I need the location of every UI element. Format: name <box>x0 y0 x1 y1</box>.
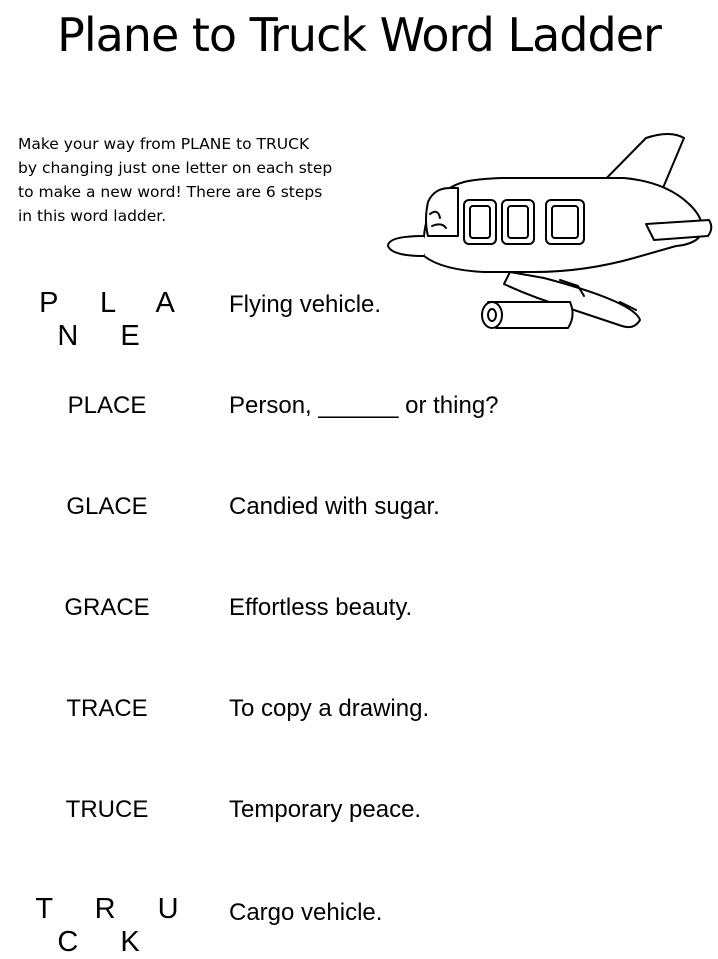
instructions-line: in this word ladder. <box>18 207 167 225</box>
ladder-word: PLACE <box>67 392 147 419</box>
ladder-row <box>0 392 718 432</box>
ladder-row <box>0 493 718 533</box>
ladder-word: TRUCE <box>65 796 149 823</box>
ladder-word: GRACE <box>64 594 150 621</box>
ladder-word: GLACE <box>66 493 148 520</box>
ladder-row <box>0 796 718 836</box>
ladder-clue: Person, ______ or thing? <box>229 392 499 419</box>
ladder-row <box>0 695 718 735</box>
instructions-line: by changing just one letter on each step <box>18 159 333 177</box>
ladder-word-end: T R U C K <box>35 893 196 958</box>
ladder-clue: Flying vehicle. <box>229 291 382 318</box>
ladder-word: TRACE <box>66 695 148 722</box>
ladder-row <box>0 594 718 634</box>
ladder-row <box>0 287 718 352</box>
ladder-clue: Candied with sugar. <box>229 493 440 520</box>
ladder-clue: Cargo vehicle. <box>229 899 383 926</box>
ladder-row <box>0 893 718 958</box>
ladder-clue: To copy a drawing. <box>229 695 430 722</box>
ladder-clue: Temporary peace. <box>229 796 422 823</box>
ladder-word-start: P L A N E <box>39 287 192 352</box>
instructions <box>18 132 408 228</box>
instructions-line: to make a new word! There are 6 steps <box>18 183 323 201</box>
page-title: Plane to Truck Word Ladder <box>57 8 661 62</box>
ladder-clue: Effortless beauty. <box>229 594 413 621</box>
instructions-line: Make your way from PLANE to TRUCK <box>18 135 310 153</box>
